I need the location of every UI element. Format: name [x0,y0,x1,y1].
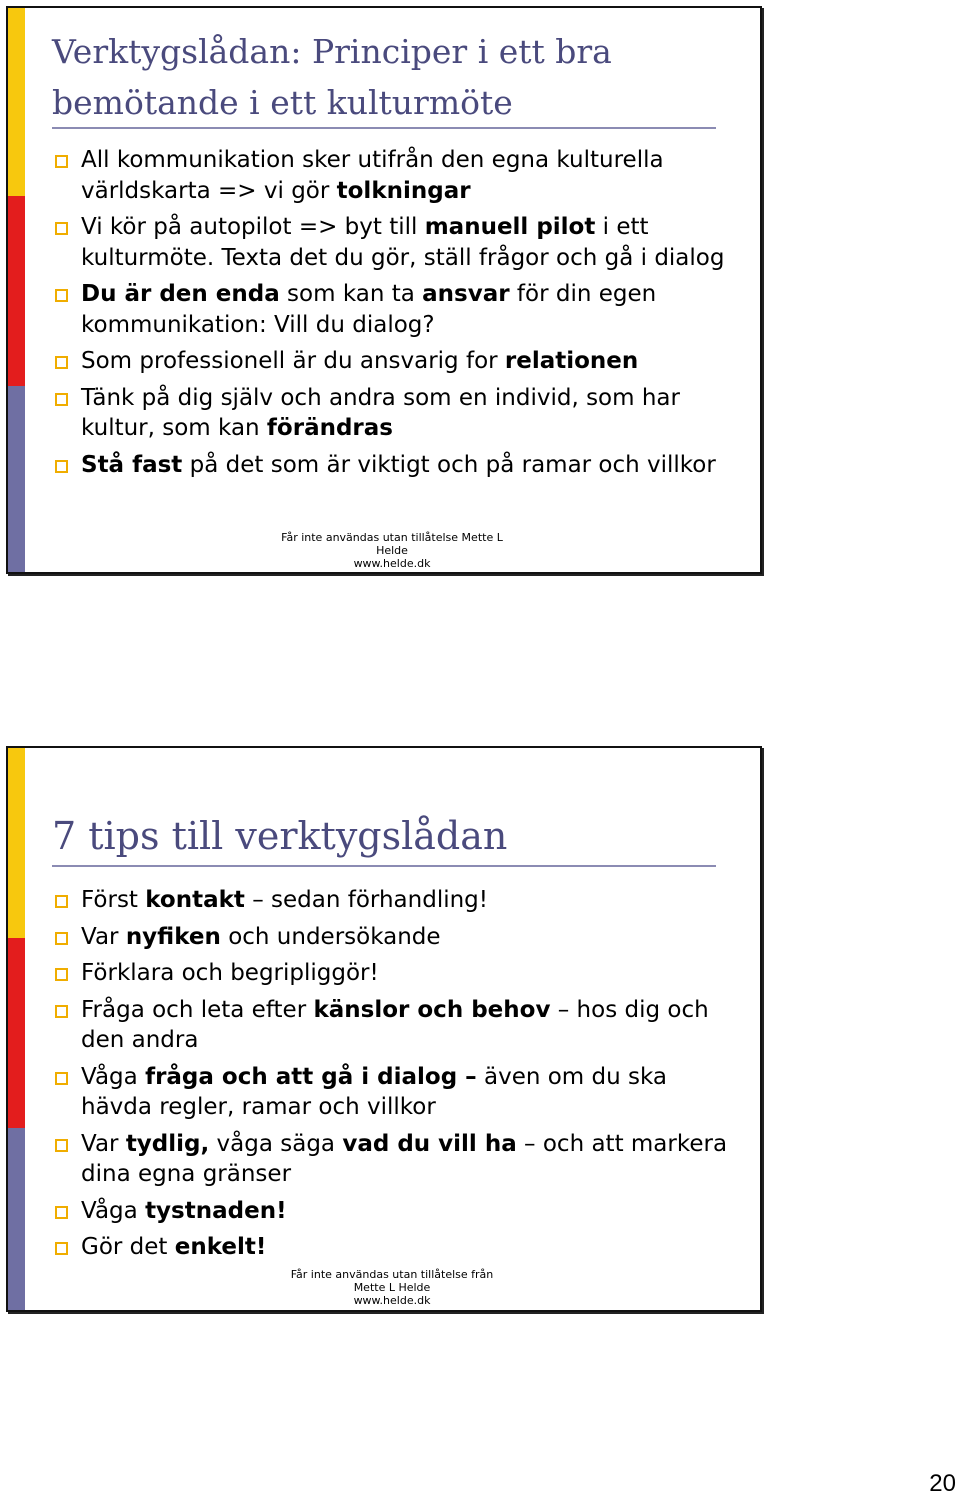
bullet-item [52,885,742,916]
bullet-text: även om du ska hävda regler, ramar och villkor [81,1063,667,1120]
slide-footer [272,1268,512,1307]
bullet-text: och undersökande [220,923,441,950]
title-divider [52,865,716,867]
bullet-text: Vi kör på autopilot => byt till [81,214,425,240]
footer-line: www.helde.dk [353,557,431,570]
bullet-list [52,885,742,1269]
bullet-text-bold: tystnaden! [145,1197,287,1224]
bullet-text: i ett kulturmöte. Texta det du gör, ställ frågor och gå i dialog [81,214,725,271]
square-bullet-icon [55,1242,68,1255]
bullet-item [52,450,742,481]
slide-title: Verktygslådan: Principer i ett bra bemötande i ett kulturmöte [52,32,612,122]
bullet-text: Först [81,887,146,913]
bullet-text: Tänk på dig själv och andra som en individ, som har kultur, som kan [81,384,680,441]
title-divider [52,127,716,129]
page-number: 20 [929,1470,956,1497]
square-bullet-icon [55,289,68,302]
bullet-text-bold: tydlig, [125,1130,210,1157]
slide-footer [272,531,512,570]
bullet-item [52,279,742,340]
slide-title: 7 tips till verktygslådan [52,814,508,858]
bullet-item [52,922,742,953]
footer-line: Mette L Helde [353,1281,431,1294]
bullet-text-bold: relationen [504,348,639,374]
bullet-item [52,958,742,989]
bullet-text: Våga [81,1063,146,1090]
bullet-text: våga säga [209,1130,343,1157]
side-stripe [8,748,25,1310]
bullet-text-bold: kontakt [145,887,245,913]
footer-line: Får inte användas utan tillåtelse Mette L [281,531,503,544]
bullet-item [52,995,742,1056]
square-bullet-icon [55,356,68,369]
square-bullet-icon [55,1072,68,1085]
square-bullet-icon [55,393,68,406]
square-bullet-icon [55,1005,68,1018]
bullet-text-bold: manuell pilot [424,214,596,240]
bullet-text: för din egen kommunikation: Vill du dialog? [81,281,657,338]
bullet-text-bold: vad du vill ha [342,1130,517,1157]
bullet-text: – och att markera dina egna gränser [81,1130,728,1187]
slide-1 [6,6,762,574]
bullet-text-bold: fråga och att gå i dialog – [145,1063,477,1090]
bullet-item [52,145,742,206]
bullet-text-bold: nyfiken [125,923,221,950]
bullet-text: Förklara och begripliggör! [81,960,379,986]
bullet-text-bold: känslor och behov [313,996,551,1023]
square-bullet-icon [55,155,68,168]
bullet-text: Som professionell är du ansvarig for [81,348,505,374]
bullet-text: All kommunikation sker utifrån den egna kulturella världskarta => vi gör [81,147,664,204]
bullet-item [52,1062,742,1123]
bullet-text-bold: ansvar [422,281,510,307]
bullet-item [52,1196,742,1227]
bullet-text-bold: tolkningar [336,177,471,204]
bullet-item [52,1129,742,1190]
bullet-text-bold: Du är den enda [81,281,280,307]
footer-line: www.helde.dk [353,1294,431,1307]
side-stripe [8,8,25,572]
bullet-item [52,346,742,377]
bullet-text: Gör det [81,1234,175,1260]
square-bullet-icon [55,222,68,235]
bullet-text: som kan ta [279,281,423,307]
bullet-text: Var [81,923,126,950]
square-bullet-icon [55,895,68,908]
bullet-text-bold: Stå fast [81,451,183,478]
bullet-item [52,1232,742,1263]
bullet-text-bold: förändras [266,415,393,441]
bullet-text: på det som är viktigt och på ramar och villkor [182,451,716,478]
footer-line: Helde [376,544,408,557]
bullet-text-bold: enkelt! [174,1234,267,1260]
bullet-list [52,145,742,486]
bullet-text: Fråga och leta efter [81,996,314,1023]
square-bullet-icon [55,1206,68,1219]
bullet-text: Våga [81,1197,146,1224]
bullet-item [52,383,742,444]
square-bullet-icon [55,1139,68,1152]
slide-2 [6,746,762,1312]
square-bullet-icon [55,932,68,945]
bullet-text: – sedan förhandling! [244,887,489,913]
footer-line: Får inte användas utan tillåtelse från [290,1268,494,1281]
bullet-text: – hos dig och den andra [81,996,709,1053]
square-bullet-icon [55,968,68,981]
square-bullet-icon [55,460,68,473]
bullet-text: Var [81,1130,126,1157]
bullet-item [52,212,742,273]
